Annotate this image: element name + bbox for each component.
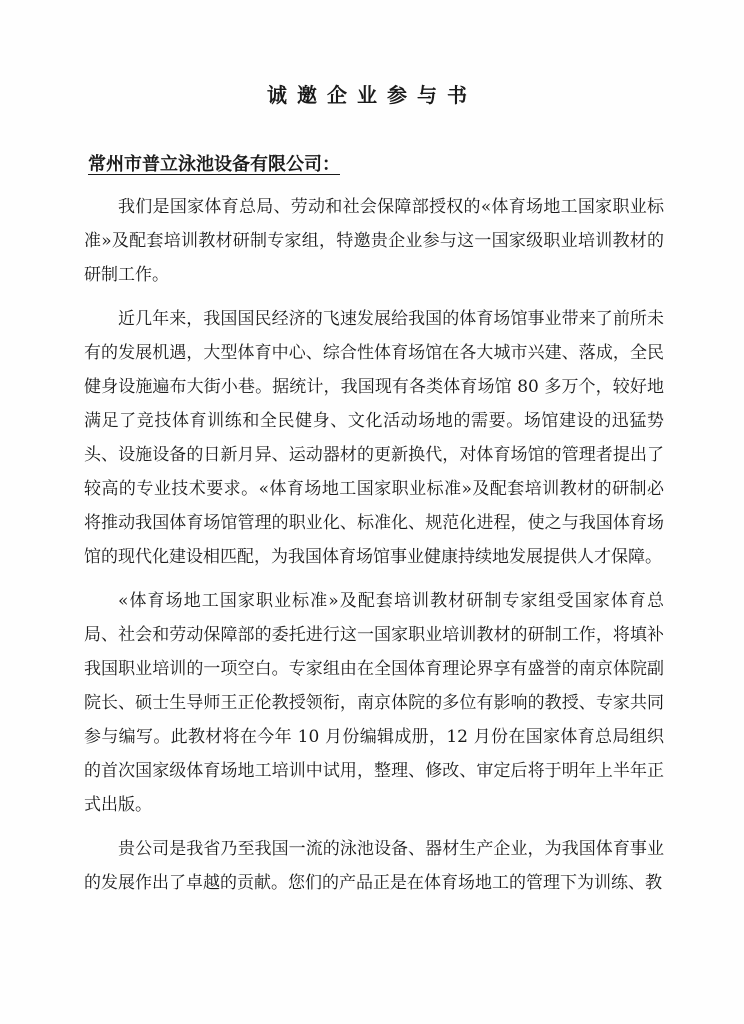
paragraph-1: 我们是国家体育总局、劳动和社会保障部授权的«体育场地工国家职业标准»及配套培训教材研制专家组，特邀贵企业参与这一国家级职业培训教材的研制工作。 [84,197,664,285]
paragraph-3: «体育场地工国家职业标准»及配套培训教材研制专家组受国家体育总局、社会和劳动保障部的委托进行这一国家职业培训教材的研制工作，将填补我国职业培训的一项空白。专家组由在全国体育理论界享有盛誉的南京体院副院长、硕士生导师王正伦教授领衔，南京体院的多位有影响的教授、专家共同参与编写。此教材将在今年 10 月份编辑成册，12 月份在国家体育总局组织的首次国家级体育场地工培训中试用，整理、修改、审定后将于明年上半年正式出版。 [84,591,664,815]
document-body [84,190,664,910]
salutation: 常州市普立泳池设备有限公司： [88,154,340,175]
document-title: 诚邀企业参与书 [267,83,477,107]
paragraph-2: 近几年来，我国国民经济的飞速发展给我国的体育场馆事业带来了前所未有的发展机遇，大型体育中心、综合性体育场馆在各大城市兴建、落成，全民健身设施遍布大街小巷。据统计，我国现有各类体育场馆 80 多万个，较好地满足了竞技体育训练和全民健身、文化活动场地的需要。场馆建设的迅猛势头、设施设备的日新月异、运动器材的更新换代，对体育场馆的管理者提出了较高的专业技术要求。«体育场地工国家职业标准»及配套培训教材的研制必将推动我国体育场馆管理的职业化、标准化、规范化进程，使之与我国体育场馆的现代化建设相匹配，为我国体育场馆事业健康持续地发展提供人才保障。 [84,309,664,567]
paragraph-4: 贵公司是我省乃至我国一流的泳池设备、器材生产企业，为我国体育事业的发展作出了卓越的贡献。您们的产品正是在体育场地工的管理下为训练、教 [84,839,664,893]
